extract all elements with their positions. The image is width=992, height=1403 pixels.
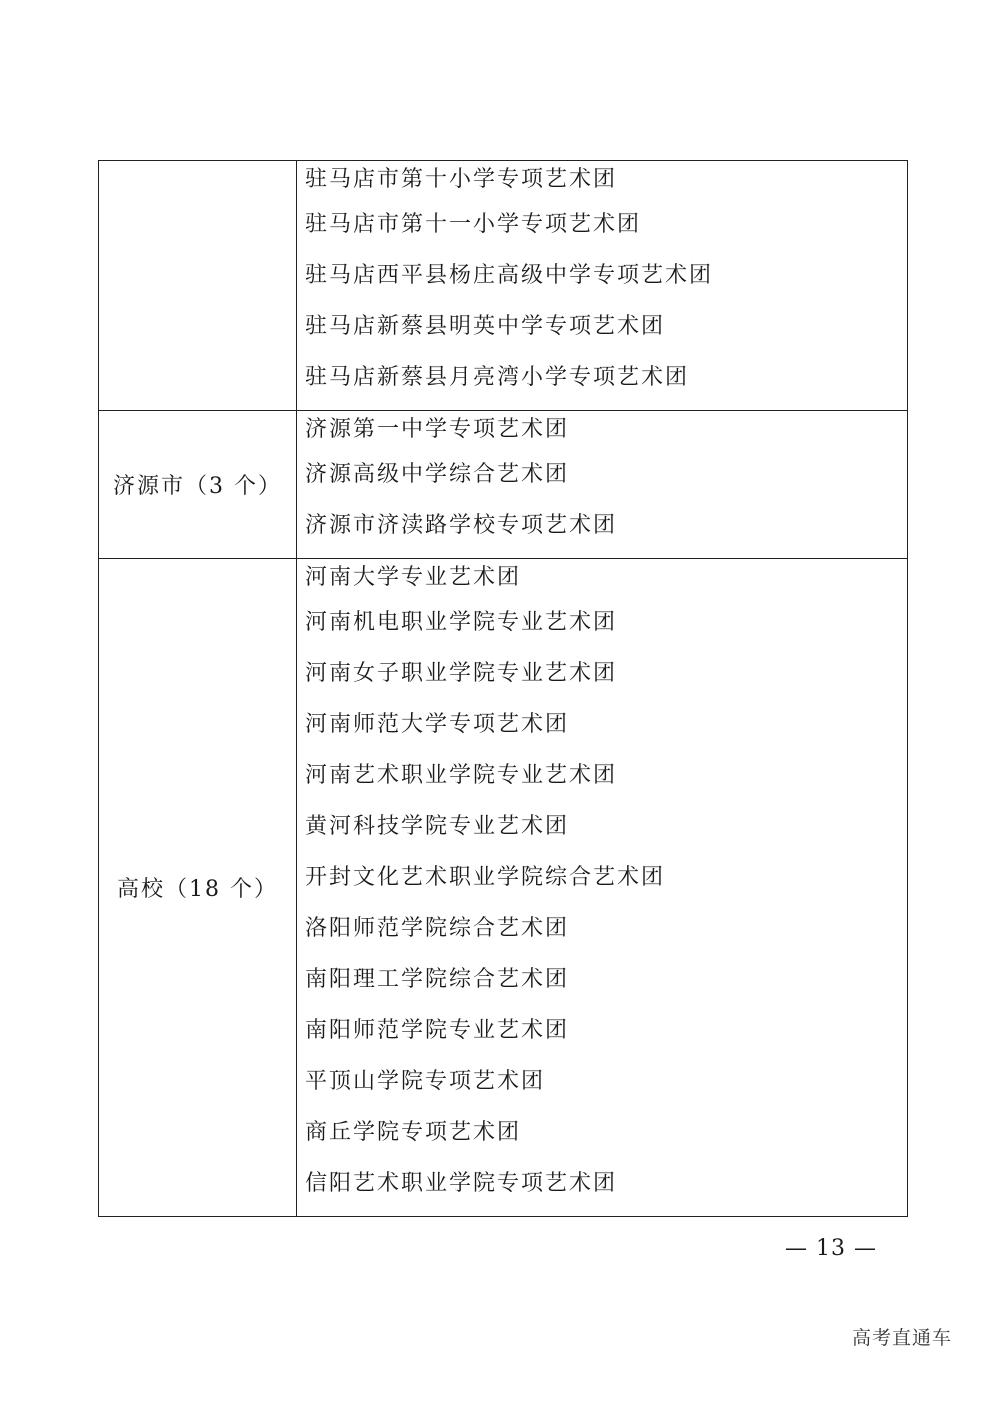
list-item: 驻马店新蔡县明英中学专项艺术团	[305, 314, 666, 339]
list-item: 济源市济渎路学校专项艺术团	[305, 513, 618, 538]
table-row	[99, 411, 908, 559]
table-row	[99, 559, 908, 1217]
list-item: 河南师范大学专项艺术团	[305, 712, 570, 737]
list-item: 南阳理工学院综合艺术团	[305, 967, 570, 992]
region-cell	[99, 161, 297, 411]
list-item: 河南大学专业艺术团	[305, 565, 522, 590]
art-troupe-table	[98, 160, 908, 1217]
items-cell	[297, 161, 908, 411]
region-name: 济源市（3 个）	[113, 474, 282, 499]
list-item: 济源高级中学综合艺术团	[305, 462, 570, 487]
list-item: 驻马店新蔡县月亮湾小学专项艺术团	[305, 365, 690, 390]
region-cell	[99, 559, 297, 1217]
list-item: 驻马店西平县杨庄高级中学专项艺术团	[305, 263, 714, 288]
items-cell	[297, 559, 908, 1217]
page-number: — 13 —	[785, 1236, 877, 1261]
list-item: 驻马店市第十一小学专项艺术团	[305, 212, 642, 237]
list-item: 驻马店市第十小学专项艺术团	[305, 167, 618, 192]
list-item: 黄河科技学院专业艺术团	[305, 814, 570, 839]
list-item: 河南机电职业学院专业艺术团	[305, 610, 618, 635]
list-item: 济源第一中学专项艺术团	[305, 417, 570, 442]
region-name: 高校（18 个）	[117, 877, 278, 902]
list-item: 河南女子职业学院专业艺术团	[305, 661, 618, 686]
list-item: 开封文化艺术职业学院综合艺术团	[305, 865, 666, 890]
region-cell	[99, 411, 297, 559]
watermark: 高考直通车	[852, 1327, 953, 1349]
items-cell	[297, 411, 908, 559]
list-item: 信阳艺术职业学院专项艺术团	[305, 1171, 618, 1196]
list-item: 平顶山学院专项艺术团	[305, 1069, 546, 1094]
list-item: 洛阳师范学院综合艺术团	[305, 916, 570, 941]
table-row	[99, 161, 908, 411]
list-item: 商丘学院专项艺术团	[305, 1120, 522, 1145]
list-item: 河南艺术职业学院专业艺术团	[305, 763, 618, 788]
list-item: 南阳师范学院专业艺术团	[305, 1018, 570, 1043]
